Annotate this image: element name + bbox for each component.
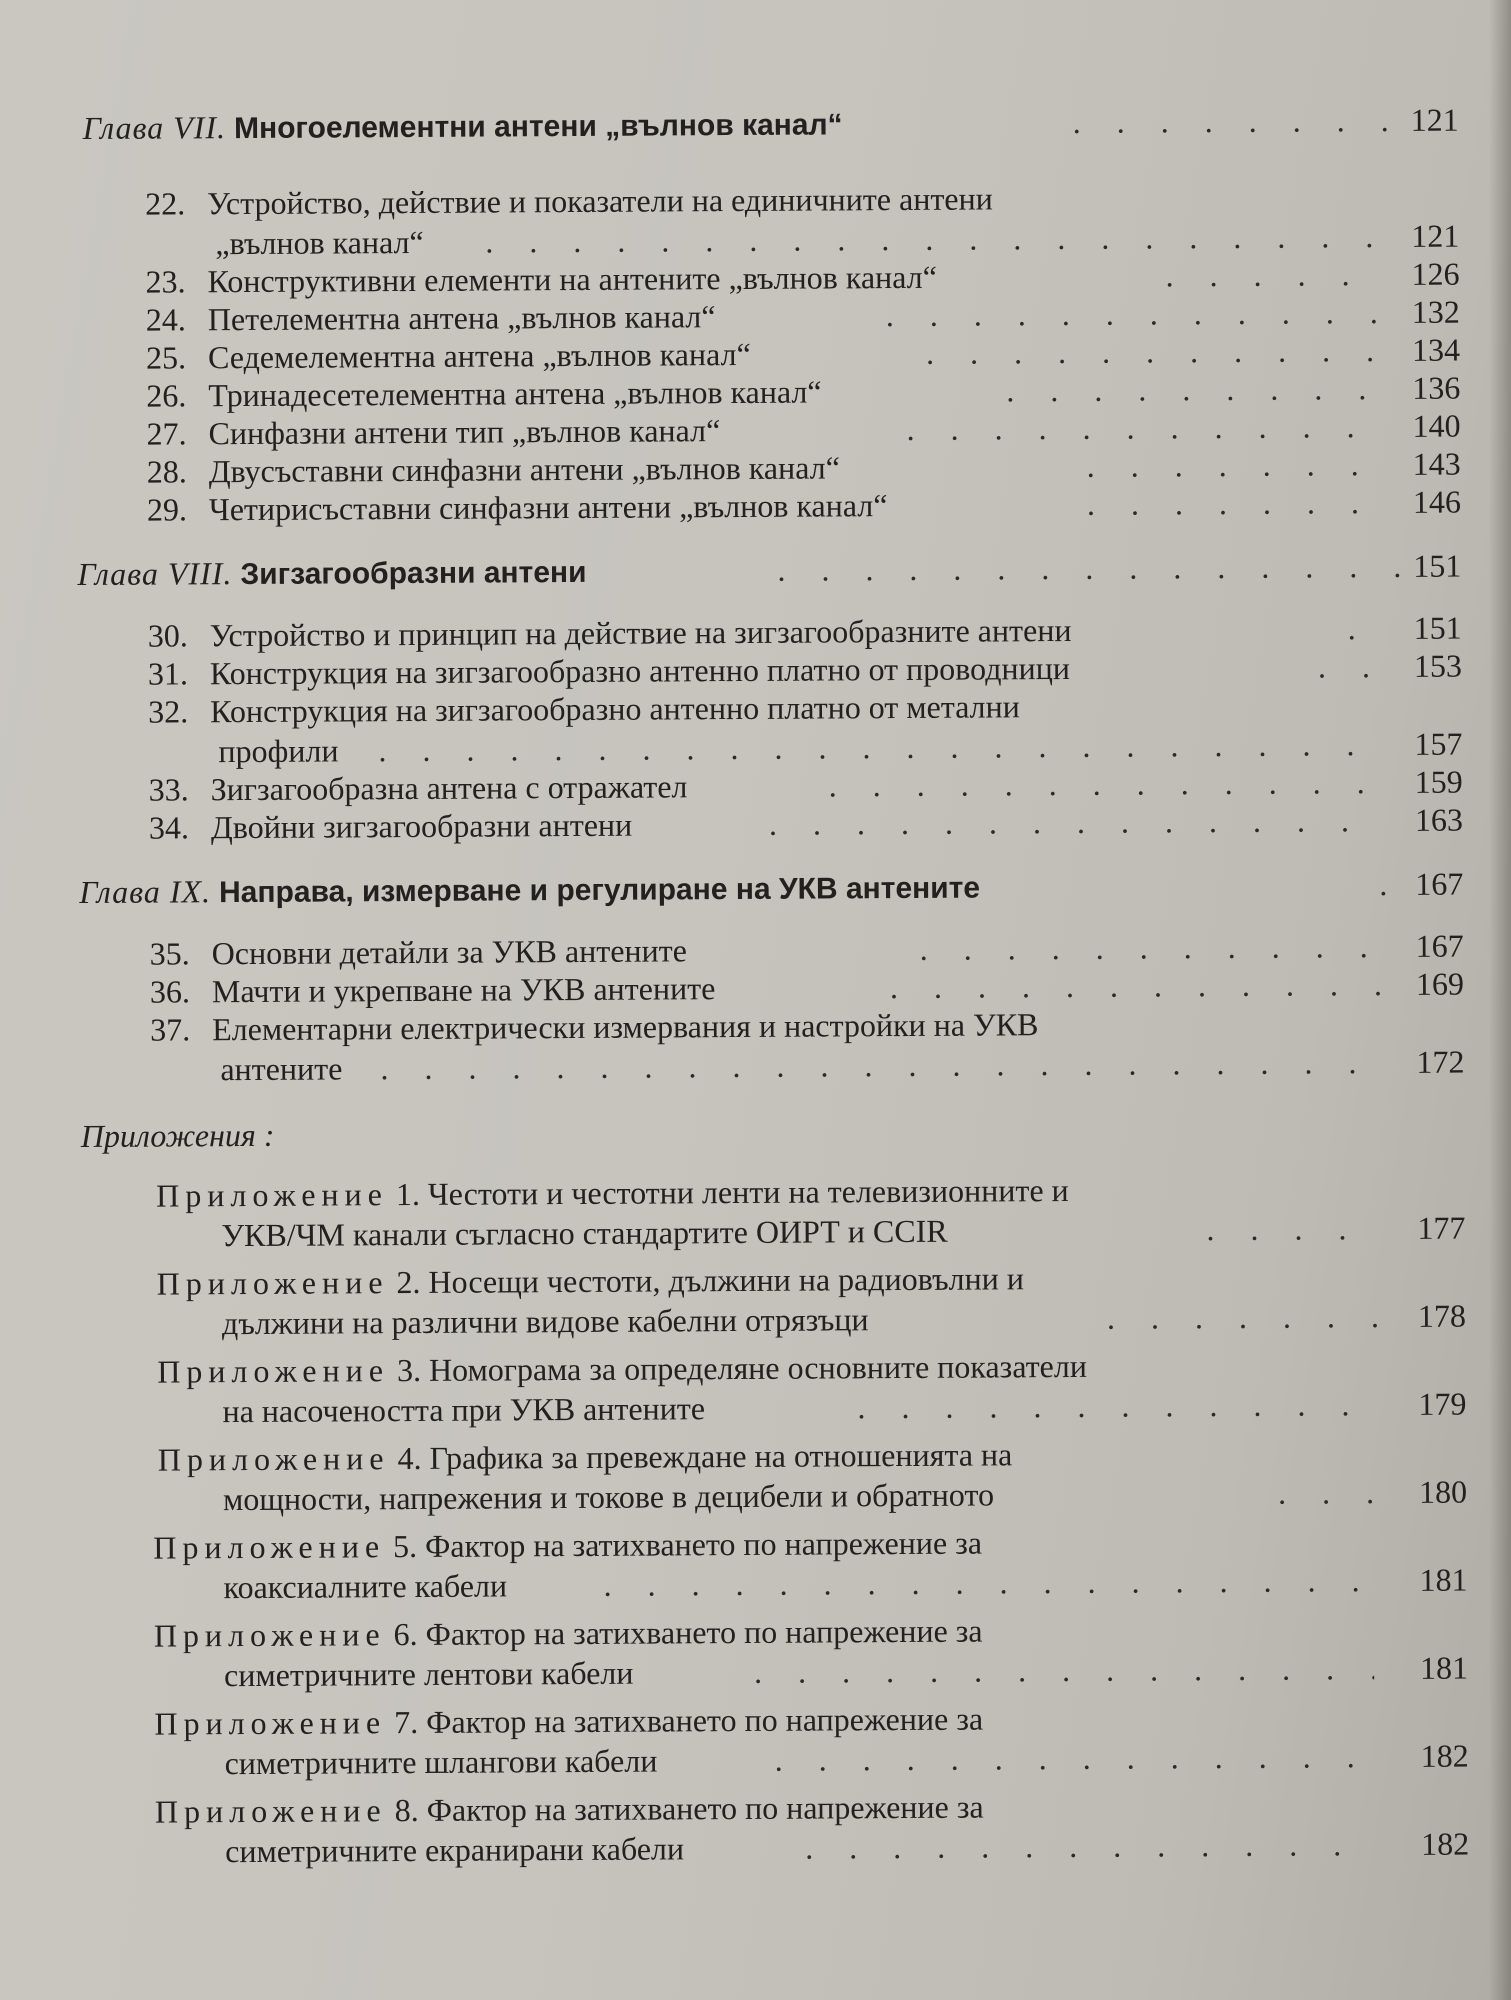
leader-dots [857,1384,1377,1427]
appendix-number: 5. [392,1527,418,1565]
page-number: 167 [1415,865,1464,902]
leader-dots [1087,482,1377,524]
appendix-title-line1: Носещи честоти, дължини на радиовълни и [428,1260,1025,1300]
appendix-entry[interactable] [157,1344,1466,1432]
chapter-heading[interactable] [83,100,1459,148]
appendix-title-line1: Номограма за определяне основните показатели [428,1347,1088,1388]
section-title: Двусъставни синфазни антени „вълнов канал“ [208,449,840,490]
appendix-title-line2: мощности, напрежения и токове в децибели и обратното [222,1476,995,1518]
appendix-number: 4. [397,1439,422,1477]
leader-dots [920,926,1380,969]
toc-entry[interactable] [150,1002,1464,1090]
appendix-label: Приложение [157,1440,390,1478]
appendix-title-line1: Графика за превеждане на отношенията на [429,1436,1013,1476]
appendix-label: Приложение [156,1176,389,1214]
appendix-title-line1: Фактор на затихването по напрежение за [426,1788,984,1828]
appendix-title-line2: симетричните шлангови кабели [224,1742,658,1782]
leader-dots [1348,608,1378,648]
section-title-line2: „вълнов канал“ [215,223,424,262]
section-title: Синфазни антени тип „вълнов канал“ [208,412,721,452]
appendix-title-line1: Фактор на затихването по напрежение за [426,1700,984,1740]
leader-dots [886,292,1376,335]
section-title: Тринадесетелементна антена „вълнов канал“ [208,373,822,414]
section-number: 32. [148,693,189,730]
appendix-title-line2: симетричните лентови кабели [224,1654,634,1694]
appendix-label: Приложение [156,1264,389,1302]
section-title-line1: Елементарни електрически измервания и настройки на УКВ [212,1006,1039,1048]
appendix-label: Приложение [153,1616,386,1654]
page-number: 167 [1415,927,1464,964]
appendix-title-line2: УКВ/ЧМ канали съгласно стандартите ОИРТ и CCIR [221,1212,948,1254]
appendix-entry[interactable] [154,1608,1468,1696]
section-number: 37. [150,1011,191,1048]
appendix-number: 3. [396,1351,422,1389]
leader-dots [777,546,1417,590]
page-number: 180 [1418,1473,1468,1510]
appendix-label: Приложение [154,1704,387,1742]
leader-dots [906,406,1376,449]
leader-dots [1206,1208,1376,1249]
page-number: 140 [1412,407,1461,444]
section-number: 28. [146,453,187,490]
section-title-line1: Устройство, действие и показатели на единичните антени [207,180,993,222]
section-number: 34. [148,809,190,846]
appendices-heading [81,1112,681,1156]
chapter-label: Глава IX. [79,873,212,911]
page-number: 172 [1416,1043,1465,1080]
appendix-title-line2: дължини на различни видове кабелни отрязъци [221,1301,869,1342]
section-number: 25. [145,339,187,376]
chapter-title: Направа, измерване и регулиране на УКВ антените [218,871,981,910]
section-title: Устройство и принцип на действие на зигзагообразните антени [209,611,1072,654]
toc-entry[interactable] [148,684,1462,772]
page-number: 132 [1411,293,1460,330]
appendix-label: Приложение [157,1352,390,1390]
page-edge-shadow [1489,0,1511,2000]
page-number: 134 [1411,331,1461,368]
section-number: 26. [146,377,187,414]
section-number: 30. [147,617,188,654]
appendix-entry[interactable] [157,1256,1466,1344]
appendix-title-line2: коаксиалните кабели [223,1567,508,1606]
leader-dots [926,330,1376,373]
section-title: Основни детайли за УКВ антените [211,932,688,972]
section-title: Двойни зигзагообразни антени [210,806,633,846]
chapter-label: Глава VII. [82,109,227,146]
leader-dots [1318,646,1378,686]
leader-dots [829,762,1379,805]
chapter-heading[interactable] [77,546,1461,594]
leader-dots [380,1042,1380,1088]
appendix-entry[interactable] [158,1432,1467,1520]
appendix-number: 6. [393,1615,418,1653]
page-number: 151 [1413,547,1462,584]
chapter-title: Зигзагообразни антени [240,555,587,592]
chapter-label: Глава VIII. [77,555,233,593]
appendix-entry[interactable] [155,1784,1469,1872]
leader-dots [1006,368,1376,410]
page-number: 181 [1419,1649,1469,1686]
appendix-entry[interactable] [154,1696,1468,1784]
chapter-title: Многоелементни антени „вълнов канал“ [233,108,843,146]
page-number: 177 [1417,1209,1466,1246]
section-number: 35. [149,935,190,972]
chapter-heading[interactable] [79,864,1463,912]
section-number: 33. [148,771,189,808]
page-number: 153 [1413,647,1463,684]
section-number: 36. [149,973,191,1010]
page-number: 146 [1412,483,1462,520]
page-number: 157 [1414,725,1463,762]
section-title: Седемелементна антена „вълнов канал“ [207,335,751,376]
page-number: 136 [1412,369,1461,406]
page-number: 163 [1414,801,1464,838]
appendix-label: Приложение [154,1792,387,1830]
appendix-number: 2. [396,1263,421,1301]
leader-dots [603,1560,1373,1605]
page-number: 179 [1418,1385,1467,1422]
page-number: 178 [1417,1297,1467,1334]
section-title: Зигзагообразна антена с отражател [210,768,688,808]
appendix-entry[interactable] [156,1168,1465,1256]
toc-entry[interactable] [149,800,1463,848]
leader-dots [754,1648,1374,1692]
section-number: 22. [145,185,186,222]
section-title-line1: Конструкция на зигзагообразно антенно платно от метални [210,688,1020,730]
appendix-title-line1: Фактор на затихването по напрежение за [424,1524,983,1564]
appendix-entry[interactable] [153,1520,1467,1608]
appendix-title-line1: Фактор на затихването по напрежение за [425,1612,983,1652]
section-title: Петелементна антена „вълнов канал“ [207,298,716,338]
page-number: 159 [1414,763,1463,800]
leader-dots [890,964,1380,1007]
appendix-title-line2: симетричните екранирани кабели [225,1830,685,1870]
section-title: Мачти и укрепване на УКВ антените [211,970,716,1010]
appendix-number: 8. [394,1791,419,1829]
page-number: 126 [1411,255,1460,292]
section-number: 27. [146,415,187,452]
appendix-number: 1. [395,1175,421,1213]
page-number: 121 [1411,217,1460,254]
page-number: 181 [1419,1561,1468,1598]
leader-dots [1073,100,1413,142]
section-title: Конструктивни елементи на антените „вълнов канал“ [207,258,937,300]
leader-dots [805,1824,1375,1867]
page-number: 151 [1413,609,1462,646]
leader-dots [1087,444,1377,486]
page-number: 182 [1421,1825,1470,1862]
section-number: 23. [145,263,186,300]
appendices-title: Приложения : [80,1116,275,1155]
toc-entry[interactable] [147,482,1461,530]
page-number: 121 [1410,101,1459,138]
leader-dots [1278,1472,1378,1513]
section-title-line2: антените [220,1050,343,1088]
toc-entry[interactable] [145,176,1459,264]
section-title: Четирисъставни синфазни антени „вълнов канал“ [208,487,888,528]
leader-dots [769,800,1379,844]
appendix-number: 7. [394,1703,419,1741]
appendix-label: Приложение [153,1528,386,1566]
section-number: 24. [145,301,186,338]
appendix-title-line1: Честоти и честотни ленти на телевизионните и [427,1171,1069,1212]
page-number: 182 [1420,1737,1469,1774]
section-number: 31. [147,655,189,692]
leader-dots [1379,864,1419,904]
appendix-title-line2: на насочеността при УКВ антените [222,1390,706,1430]
page-number: 143 [1412,445,1461,482]
leader-dots [775,1736,1375,1780]
section-title: Конструкция на зигзагообразно антенно платно от проводници [209,649,1071,692]
leader-dots [1107,1296,1377,1338]
leader-dots [1165,254,1375,295]
section-number: 29. [146,491,188,528]
section-title-line2: профили [218,732,339,770]
page-number: 169 [1415,965,1465,1002]
